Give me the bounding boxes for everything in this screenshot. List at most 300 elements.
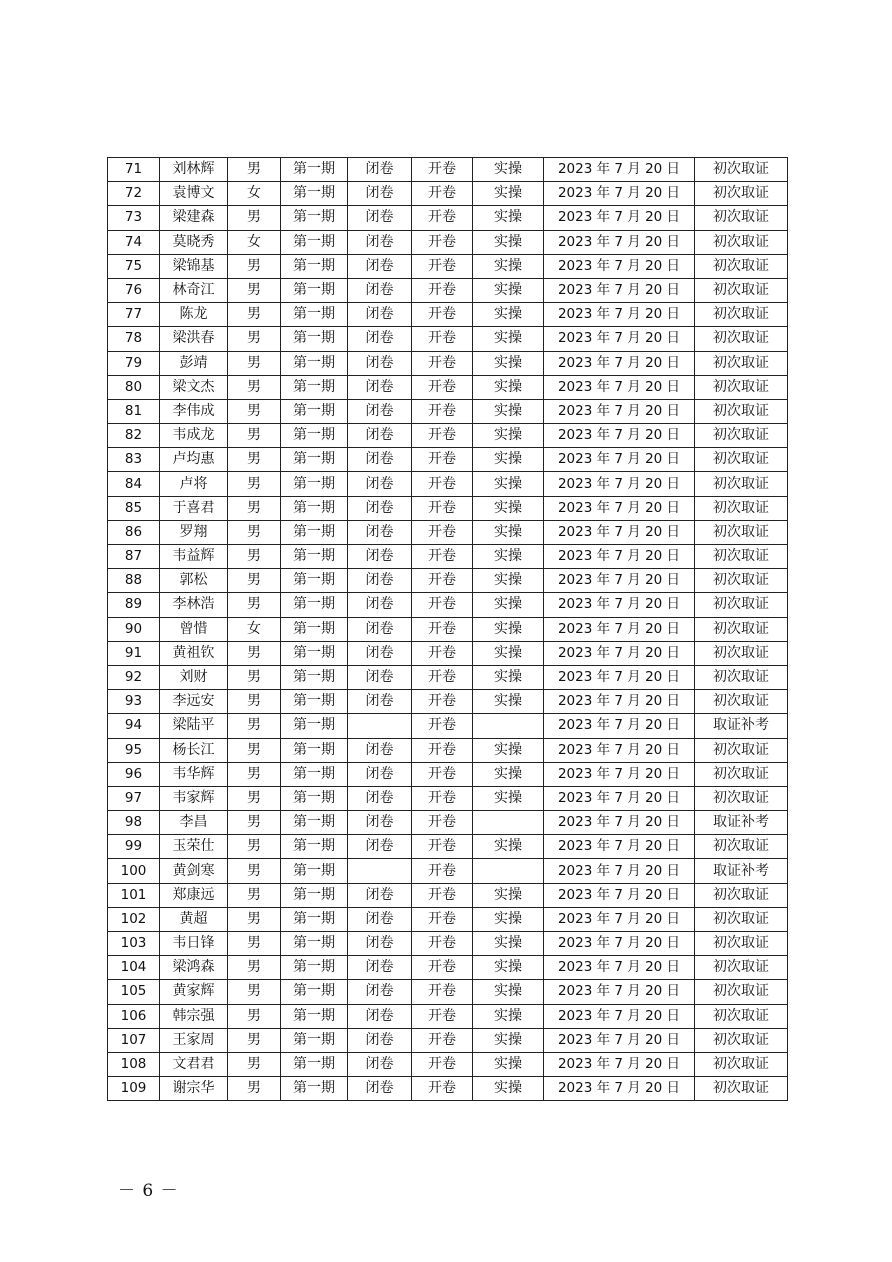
practical-cell: 实操 — [473, 593, 544, 617]
gender-cell: 男 — [228, 932, 281, 956]
table-row — [108, 1004, 788, 1028]
serial-number-cell: 83 — [108, 448, 160, 472]
name-cell: 韦日锋 — [160, 932, 228, 956]
closed-book-cell: 闭卷 — [348, 907, 412, 931]
exam-type-cell: 初次取证 — [695, 158, 788, 182]
closed-book-cell: 闭卷 — [348, 690, 412, 714]
session-cell: 第一期 — [281, 230, 348, 254]
name-cell: 李昌 — [160, 811, 228, 835]
exam-date-cell: 2023 年 7 月 20 日 — [544, 617, 695, 641]
session-cell: 第一期 — [281, 786, 348, 810]
closed-book-cell: 闭卷 — [348, 883, 412, 907]
session-cell: 第一期 — [281, 1004, 348, 1028]
exam-date-cell: 2023 年 7 月 20 日 — [544, 399, 695, 423]
open-book-cell: 开卷 — [412, 448, 473, 472]
serial-number-cell: 95 — [108, 738, 160, 762]
session-cell: 第一期 — [281, 399, 348, 423]
session-cell: 第一期 — [281, 472, 348, 496]
name-cell: 李远安 — [160, 690, 228, 714]
session-cell: 第一期 — [281, 569, 348, 593]
name-cell: 王家周 — [160, 1028, 228, 1052]
gender-cell: 男 — [228, 811, 281, 835]
gender-cell: 男 — [228, 158, 281, 182]
exam-type-cell: 初次取证 — [695, 883, 788, 907]
session-cell: 第一期 — [281, 1077, 348, 1101]
closed-book-cell: 闭卷 — [348, 1028, 412, 1052]
serial-number-cell: 85 — [108, 496, 160, 520]
closed-book-cell: 闭卷 — [348, 980, 412, 1004]
practical-cell: 实操 — [473, 254, 544, 278]
serial-number-cell: 86 — [108, 520, 160, 544]
serial-number-cell: 105 — [108, 980, 160, 1004]
open-book-cell: 开卷 — [412, 520, 473, 544]
open-book-cell: 开卷 — [412, 182, 473, 206]
session-cell: 第一期 — [281, 1052, 348, 1076]
open-book-cell: 开卷 — [412, 399, 473, 423]
closed-book-cell: 闭卷 — [348, 617, 412, 641]
open-book-cell: 开卷 — [412, 956, 473, 980]
open-book-cell: 开卷 — [412, 545, 473, 569]
table-row — [108, 351, 788, 375]
name-cell: 韦华辉 — [160, 762, 228, 786]
gender-cell: 男 — [228, 762, 281, 786]
table-row — [108, 496, 788, 520]
closed-book-cell: 闭卷 — [348, 956, 412, 980]
exam-type-cell: 初次取证 — [695, 1004, 788, 1028]
serial-number-cell: 90 — [108, 617, 160, 641]
name-cell: 梁陆平 — [160, 714, 228, 738]
gender-cell: 女 — [228, 617, 281, 641]
practical-cell: 实操 — [473, 496, 544, 520]
serial-number-cell: 106 — [108, 1004, 160, 1028]
session-cell: 第一期 — [281, 1028, 348, 1052]
closed-book-cell: 闭卷 — [348, 593, 412, 617]
name-cell: 黄剑寒 — [160, 859, 228, 883]
closed-book-cell: 闭卷 — [348, 932, 412, 956]
open-book-cell: 开卷 — [412, 932, 473, 956]
serial-number-cell: 100 — [108, 859, 160, 883]
exam-type-cell: 初次取证 — [695, 1052, 788, 1076]
exam-type-cell: 初次取证 — [695, 303, 788, 327]
table-row — [108, 932, 788, 956]
practical-cell: 实操 — [473, 907, 544, 931]
exam-date-cell: 2023 年 7 月 20 日 — [544, 1052, 695, 1076]
name-cell: 韩宗强 — [160, 1004, 228, 1028]
table-row — [108, 1052, 788, 1076]
exam-type-cell: 初次取证 — [695, 472, 788, 496]
serial-number-cell: 73 — [108, 206, 160, 230]
open-book-cell: 开卷 — [412, 375, 473, 399]
practical-cell: 实操 — [473, 424, 544, 448]
practical-cell: 实操 — [473, 762, 544, 786]
practical-cell: 实操 — [473, 835, 544, 859]
name-cell: 莫晓秀 — [160, 230, 228, 254]
serial-number-cell: 97 — [108, 786, 160, 810]
session-cell: 第一期 — [281, 956, 348, 980]
name-cell: 卢将 — [160, 472, 228, 496]
closed-book-cell: 闭卷 — [348, 1004, 412, 1028]
exam-roster-body — [108, 158, 788, 1101]
exam-date-cell: 2023 年 7 月 20 日 — [544, 883, 695, 907]
table-row — [108, 641, 788, 665]
closed-book-cell: 闭卷 — [348, 399, 412, 423]
name-cell: 刘财 — [160, 665, 228, 689]
open-book-cell: 开卷 — [412, 883, 473, 907]
name-cell: 韦成龙 — [160, 424, 228, 448]
exam-type-cell: 取证补考 — [695, 859, 788, 883]
name-cell: 梁建森 — [160, 206, 228, 230]
practical-cell: 实操 — [473, 448, 544, 472]
session-cell: 第一期 — [281, 762, 348, 786]
session-cell: 第一期 — [281, 206, 348, 230]
gender-cell: 男 — [228, 424, 281, 448]
serial-number-cell: 108 — [108, 1052, 160, 1076]
exam-type-cell: 初次取证 — [695, 593, 788, 617]
name-cell: 袁博文 — [160, 182, 228, 206]
practical-cell — [473, 859, 544, 883]
name-cell: 郭松 — [160, 569, 228, 593]
serial-number-cell: 77 — [108, 303, 160, 327]
exam-date-cell: 2023 年 7 月 20 日 — [544, 206, 695, 230]
serial-number-cell: 82 — [108, 424, 160, 448]
table-row — [108, 158, 788, 182]
name-cell: 黄家辉 — [160, 980, 228, 1004]
exam-type-cell: 初次取证 — [695, 665, 788, 689]
session-cell: 第一期 — [281, 327, 348, 351]
name-cell: 谢宗华 — [160, 1077, 228, 1101]
practical-cell: 实操 — [473, 617, 544, 641]
session-cell: 第一期 — [281, 351, 348, 375]
open-book-cell: 开卷 — [412, 206, 473, 230]
exam-date-cell: 2023 年 7 月 20 日 — [544, 907, 695, 931]
practical-cell: 实操 — [473, 641, 544, 665]
closed-book-cell — [348, 859, 412, 883]
exam-date-cell: 2023 年 7 月 20 日 — [544, 230, 695, 254]
gender-cell: 男 — [228, 665, 281, 689]
open-book-cell: 开卷 — [412, 859, 473, 883]
session-cell: 第一期 — [281, 738, 348, 762]
name-cell: 文君君 — [160, 1052, 228, 1076]
serial-number-cell: 74 — [108, 230, 160, 254]
name-cell: 梁洪春 — [160, 327, 228, 351]
closed-book-cell: 闭卷 — [348, 738, 412, 762]
closed-book-cell: 闭卷 — [348, 835, 412, 859]
practical-cell: 实操 — [473, 738, 544, 762]
open-book-cell: 开卷 — [412, 424, 473, 448]
session-cell: 第一期 — [281, 303, 348, 327]
session-cell: 第一期 — [281, 424, 348, 448]
exam-type-cell: 初次取证 — [695, 545, 788, 569]
exam-type-cell: 初次取证 — [695, 641, 788, 665]
name-cell: 彭靖 — [160, 351, 228, 375]
session-cell: 第一期 — [281, 641, 348, 665]
name-cell: 曾惜 — [160, 617, 228, 641]
practical-cell: 实操 — [473, 665, 544, 689]
session-cell: 第一期 — [281, 375, 348, 399]
serial-number-cell: 76 — [108, 278, 160, 302]
table-row — [108, 811, 788, 835]
gender-cell: 女 — [228, 230, 281, 254]
session-cell: 第一期 — [281, 617, 348, 641]
session-cell: 第一期 — [281, 520, 348, 544]
exam-type-cell: 初次取证 — [695, 762, 788, 786]
name-cell: 杨长江 — [160, 738, 228, 762]
practical-cell: 实操 — [473, 956, 544, 980]
serial-number-cell: 81 — [108, 399, 160, 423]
table-row — [108, 665, 788, 689]
exam-date-cell: 2023 年 7 月 20 日 — [544, 254, 695, 278]
table-row — [108, 230, 788, 254]
exam-type-cell: 初次取证 — [695, 1077, 788, 1101]
serial-number-cell: 104 — [108, 956, 160, 980]
practical-cell: 实操 — [473, 399, 544, 423]
serial-number-cell: 98 — [108, 811, 160, 835]
open-book-cell: 开卷 — [412, 786, 473, 810]
closed-book-cell: 闭卷 — [348, 545, 412, 569]
name-cell: 梁鸿森 — [160, 956, 228, 980]
name-cell: 韦益辉 — [160, 545, 228, 569]
serial-number-cell: 107 — [108, 1028, 160, 1052]
session-cell: 第一期 — [281, 448, 348, 472]
exam-date-cell: 2023 年 7 月 20 日 — [544, 811, 695, 835]
exam-type-cell: 初次取证 — [695, 448, 788, 472]
table-row — [108, 690, 788, 714]
closed-book-cell: 闭卷 — [348, 278, 412, 302]
exam-date-cell: 2023 年 7 月 20 日 — [544, 424, 695, 448]
table-row — [108, 182, 788, 206]
practical-cell: 实操 — [473, 278, 544, 302]
gender-cell: 男 — [228, 351, 281, 375]
session-cell: 第一期 — [281, 835, 348, 859]
gender-cell: 男 — [228, 278, 281, 302]
exam-date-cell: 2023 年 7 月 20 日 — [544, 569, 695, 593]
table-row — [108, 399, 788, 423]
exam-date-cell: 2023 年 7 月 20 日 — [544, 303, 695, 327]
open-book-cell: 开卷 — [412, 1052, 473, 1076]
gender-cell: 男 — [228, 907, 281, 931]
table-row — [108, 714, 788, 738]
exam-date-cell: 2023 年 7 月 20 日 — [544, 327, 695, 351]
closed-book-cell: 闭卷 — [348, 1052, 412, 1076]
name-cell: 于喜君 — [160, 496, 228, 520]
serial-number-cell: 78 — [108, 327, 160, 351]
session-cell: 第一期 — [281, 182, 348, 206]
practical-cell: 实操 — [473, 206, 544, 230]
session-cell: 第一期 — [281, 278, 348, 302]
gender-cell: 男 — [228, 375, 281, 399]
exam-type-cell: 初次取证 — [695, 617, 788, 641]
table-row — [108, 278, 788, 302]
serial-number-cell: 79 — [108, 351, 160, 375]
practical-cell: 实操 — [473, 1004, 544, 1028]
serial-number-cell: 71 — [108, 158, 160, 182]
practical-cell: 实操 — [473, 883, 544, 907]
exam-date-cell: 2023 年 7 月 20 日 — [544, 859, 695, 883]
gender-cell: 男 — [228, 520, 281, 544]
table-row — [108, 738, 788, 762]
exam-type-cell: 初次取证 — [695, 254, 788, 278]
practical-cell: 实操 — [473, 1028, 544, 1052]
closed-book-cell: 闭卷 — [348, 158, 412, 182]
name-cell: 玉荣仕 — [160, 835, 228, 859]
open-book-cell: 开卷 — [412, 811, 473, 835]
practical-cell: 实操 — [473, 351, 544, 375]
session-cell: 第一期 — [281, 714, 348, 738]
serial-number-cell: 84 — [108, 472, 160, 496]
closed-book-cell: 闭卷 — [348, 254, 412, 278]
open-book-cell: 开卷 — [412, 303, 473, 327]
open-book-cell: 开卷 — [412, 665, 473, 689]
serial-number-cell: 99 — [108, 835, 160, 859]
practical-cell — [473, 811, 544, 835]
practical-cell: 实操 — [473, 158, 544, 182]
table-row — [108, 206, 788, 230]
table-row — [108, 520, 788, 544]
gender-cell: 女 — [228, 182, 281, 206]
serial-number-cell: 101 — [108, 883, 160, 907]
exam-type-cell: 初次取证 — [695, 399, 788, 423]
gender-cell: 男 — [228, 1028, 281, 1052]
closed-book-cell: 闭卷 — [348, 496, 412, 520]
serial-number-cell: 75 — [108, 254, 160, 278]
exam-date-cell: 2023 年 7 月 20 日 — [544, 762, 695, 786]
session-cell: 第一期 — [281, 690, 348, 714]
serial-number-cell: 80 — [108, 375, 160, 399]
gender-cell: 男 — [228, 496, 281, 520]
session-cell: 第一期 — [281, 496, 348, 520]
closed-book-cell: 闭卷 — [348, 811, 412, 835]
gender-cell: 男 — [228, 1077, 281, 1101]
session-cell: 第一期 — [281, 859, 348, 883]
gender-cell: 男 — [228, 980, 281, 1004]
table-row — [108, 883, 788, 907]
table-row — [108, 617, 788, 641]
closed-book-cell: 闭卷 — [348, 762, 412, 786]
exam-type-cell: 初次取证 — [695, 496, 788, 520]
exam-type-cell: 初次取证 — [695, 351, 788, 375]
gender-cell: 男 — [228, 1052, 281, 1076]
open-book-cell: 开卷 — [412, 714, 473, 738]
exam-type-cell: 初次取证 — [695, 424, 788, 448]
exam-type-cell: 初次取证 — [695, 980, 788, 1004]
name-cell: 林奇江 — [160, 278, 228, 302]
gender-cell: 男 — [228, 786, 281, 810]
session-cell: 第一期 — [281, 883, 348, 907]
exam-type-cell: 初次取证 — [695, 1028, 788, 1052]
session-cell: 第一期 — [281, 593, 348, 617]
table-row — [108, 448, 788, 472]
name-cell: 黄祖钦 — [160, 641, 228, 665]
session-cell: 第一期 — [281, 980, 348, 1004]
practical-cell: 实操 — [473, 230, 544, 254]
exam-date-cell: 2023 年 7 月 20 日 — [544, 496, 695, 520]
exam-type-cell: 初次取证 — [695, 182, 788, 206]
serial-number-cell: 72 — [108, 182, 160, 206]
serial-number-cell: 87 — [108, 545, 160, 569]
exam-date-cell: 2023 年 7 月 20 日 — [544, 835, 695, 859]
gender-cell: 男 — [228, 569, 281, 593]
serial-number-cell: 89 — [108, 593, 160, 617]
page-number: － 6 － — [118, 1181, 179, 1201]
gender-cell: 男 — [228, 545, 281, 569]
exam-date-cell: 2023 年 7 月 20 日 — [544, 375, 695, 399]
exam-date-cell: 2023 年 7 月 20 日 — [544, 448, 695, 472]
practical-cell: 实操 — [473, 1052, 544, 1076]
table-row — [108, 424, 788, 448]
closed-book-cell: 闭卷 — [348, 303, 412, 327]
exam-type-cell: 初次取证 — [695, 786, 788, 810]
table-row — [108, 786, 788, 810]
serial-number-cell: 92 — [108, 665, 160, 689]
open-book-cell: 开卷 — [412, 593, 473, 617]
practical-cell: 实操 — [473, 327, 544, 351]
exam-type-cell: 初次取证 — [695, 907, 788, 931]
exam-type-cell: 初次取证 — [695, 206, 788, 230]
exam-type-cell: 初次取证 — [695, 375, 788, 399]
exam-date-cell: 2023 年 7 月 20 日 — [544, 641, 695, 665]
closed-book-cell: 闭卷 — [348, 786, 412, 810]
exam-date-cell: 2023 年 7 月 20 日 — [544, 182, 695, 206]
serial-number-cell: 91 — [108, 641, 160, 665]
exam-date-cell: 2023 年 7 月 20 日 — [544, 351, 695, 375]
exam-type-cell: 初次取证 — [695, 569, 788, 593]
session-cell: 第一期 — [281, 932, 348, 956]
exam-date-cell: 2023 年 7 月 20 日 — [544, 1004, 695, 1028]
name-cell: 陈龙 — [160, 303, 228, 327]
open-book-cell: 开卷 — [412, 1004, 473, 1028]
practical-cell: 实操 — [473, 472, 544, 496]
closed-book-cell: 闭卷 — [348, 206, 412, 230]
table-row — [108, 1028, 788, 1052]
gender-cell: 男 — [228, 956, 281, 980]
closed-book-cell: 闭卷 — [348, 327, 412, 351]
name-cell: 梁锦基 — [160, 254, 228, 278]
gender-cell: 男 — [228, 738, 281, 762]
exam-type-cell: 初次取证 — [695, 327, 788, 351]
open-book-cell: 开卷 — [412, 254, 473, 278]
practical-cell: 实操 — [473, 1077, 544, 1101]
name-cell: 卢均惠 — [160, 448, 228, 472]
serial-number-cell: 96 — [108, 762, 160, 786]
table-row — [108, 907, 788, 931]
open-book-cell: 开卷 — [412, 230, 473, 254]
closed-book-cell: 闭卷 — [348, 182, 412, 206]
table-row — [108, 254, 788, 278]
exam-type-cell: 取证补考 — [695, 714, 788, 738]
exam-date-cell: 2023 年 7 月 20 日 — [544, 278, 695, 302]
open-book-cell: 开卷 — [412, 569, 473, 593]
closed-book-cell: 闭卷 — [348, 472, 412, 496]
open-book-cell: 开卷 — [412, 472, 473, 496]
exam-type-cell: 初次取证 — [695, 278, 788, 302]
exam-type-cell: 初次取证 — [695, 835, 788, 859]
exam-date-cell: 2023 年 7 月 20 日 — [544, 593, 695, 617]
table-row — [108, 1077, 788, 1101]
practical-cell — [473, 714, 544, 738]
practical-cell: 实操 — [473, 932, 544, 956]
name-cell: 罗翔 — [160, 520, 228, 544]
name-cell: 韦家辉 — [160, 786, 228, 810]
exam-date-cell: 2023 年 7 月 20 日 — [544, 545, 695, 569]
open-book-cell: 开卷 — [412, 1028, 473, 1052]
gender-cell: 男 — [228, 835, 281, 859]
open-book-cell: 开卷 — [412, 1077, 473, 1101]
gender-cell: 男 — [228, 1004, 281, 1028]
table-row — [108, 859, 788, 883]
exam-date-cell: 2023 年 7 月 20 日 — [544, 714, 695, 738]
serial-number-cell: 94 — [108, 714, 160, 738]
gender-cell: 男 — [228, 472, 281, 496]
